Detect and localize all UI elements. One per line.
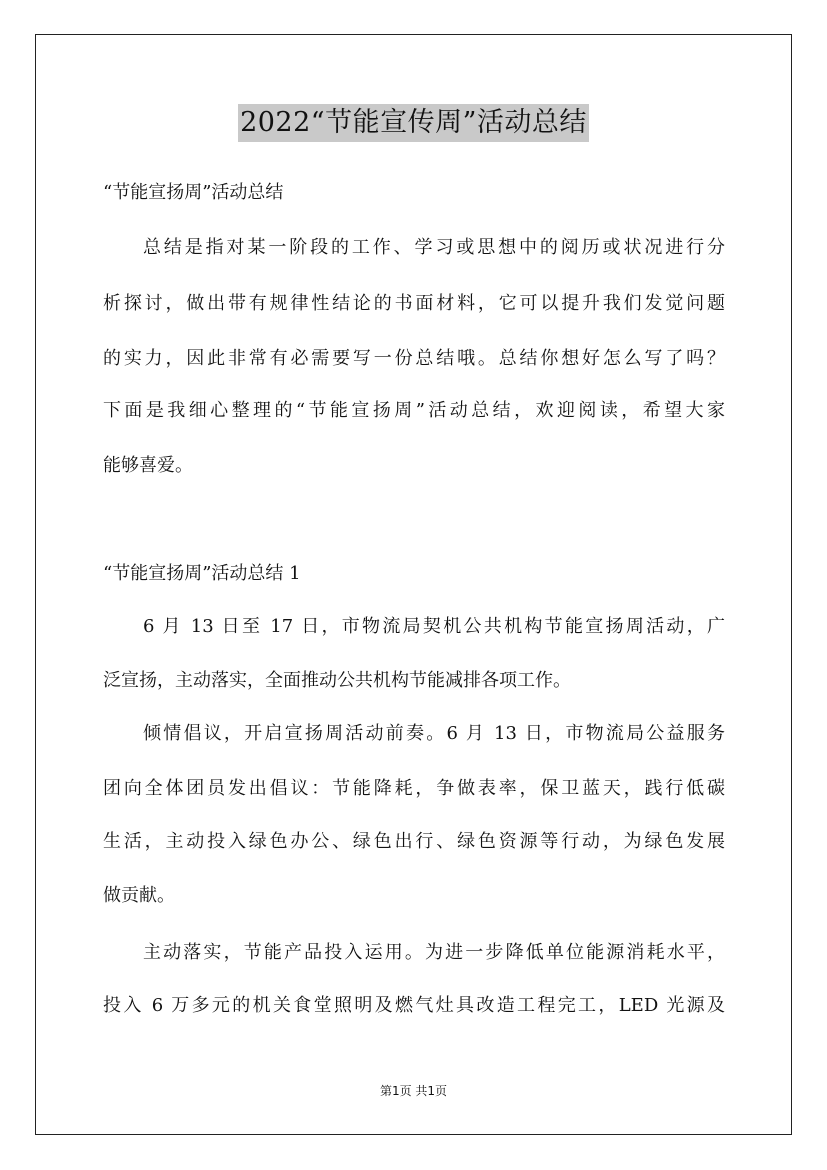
intro-line: 能够喜爱。	[103, 455, 193, 476]
section-heading: “节能宣扬周”活动总结 1	[103, 563, 301, 584]
intro-line: 的实力，因此非常有必需要写一份总结哦。总结你想好怎么写了吗？	[103, 348, 725, 369]
paragraph-line: 生活，主动投入绿色办公、绿色出行、绿色资源等行动，为绿色发展	[103, 831, 725, 852]
intro-heading: “节能宣扬周”活动总结	[103, 182, 284, 203]
paragraph-line: 做贡献。	[103, 885, 175, 906]
page-footer: 第1页 共1页	[379, 1084, 448, 1098]
paragraph-line: 投入 6 万多元的机关食堂照明及燃气灶具改造工程完工，LED 光源及	[103, 995, 725, 1016]
document-title	[0, 104, 827, 142]
paragraph-line: 倾情倡议，开启宣扬周活动前奏。6 月 13 日，市物流局公益服务	[143, 723, 725, 744]
intro-line: 下面是我细心整理的“节能宣扬周”活动总结，欢迎阅读，希望大家	[103, 400, 725, 421]
intro-line: 析探讨，做出带有规律性结论的书面材料，它可以提升我们发觉问题	[103, 293, 725, 314]
paragraph-line: 主动落实，节能产品投入运用。为进一步降低单位能源消耗水平，	[143, 942, 725, 963]
paragraph-line: 泛宣扬，主动落实，全面推动公共机构节能减排各项工作。	[103, 670, 571, 691]
intro-line: 总结是指对某一阶段的工作、学习或思想中的阅历或状况进行分	[143, 237, 725, 258]
paragraph-line: 团向全体团员发出倡议：节能降耗，争做表率，保卫蓝天，践行低碳	[103, 778, 725, 799]
document-title-text: 2022“节能宣传周”活动总结	[238, 104, 589, 142]
paragraph-line: 6 月 13 日至 17 日，市物流局契机公共机构节能宣扬周活动，广	[143, 616, 725, 637]
